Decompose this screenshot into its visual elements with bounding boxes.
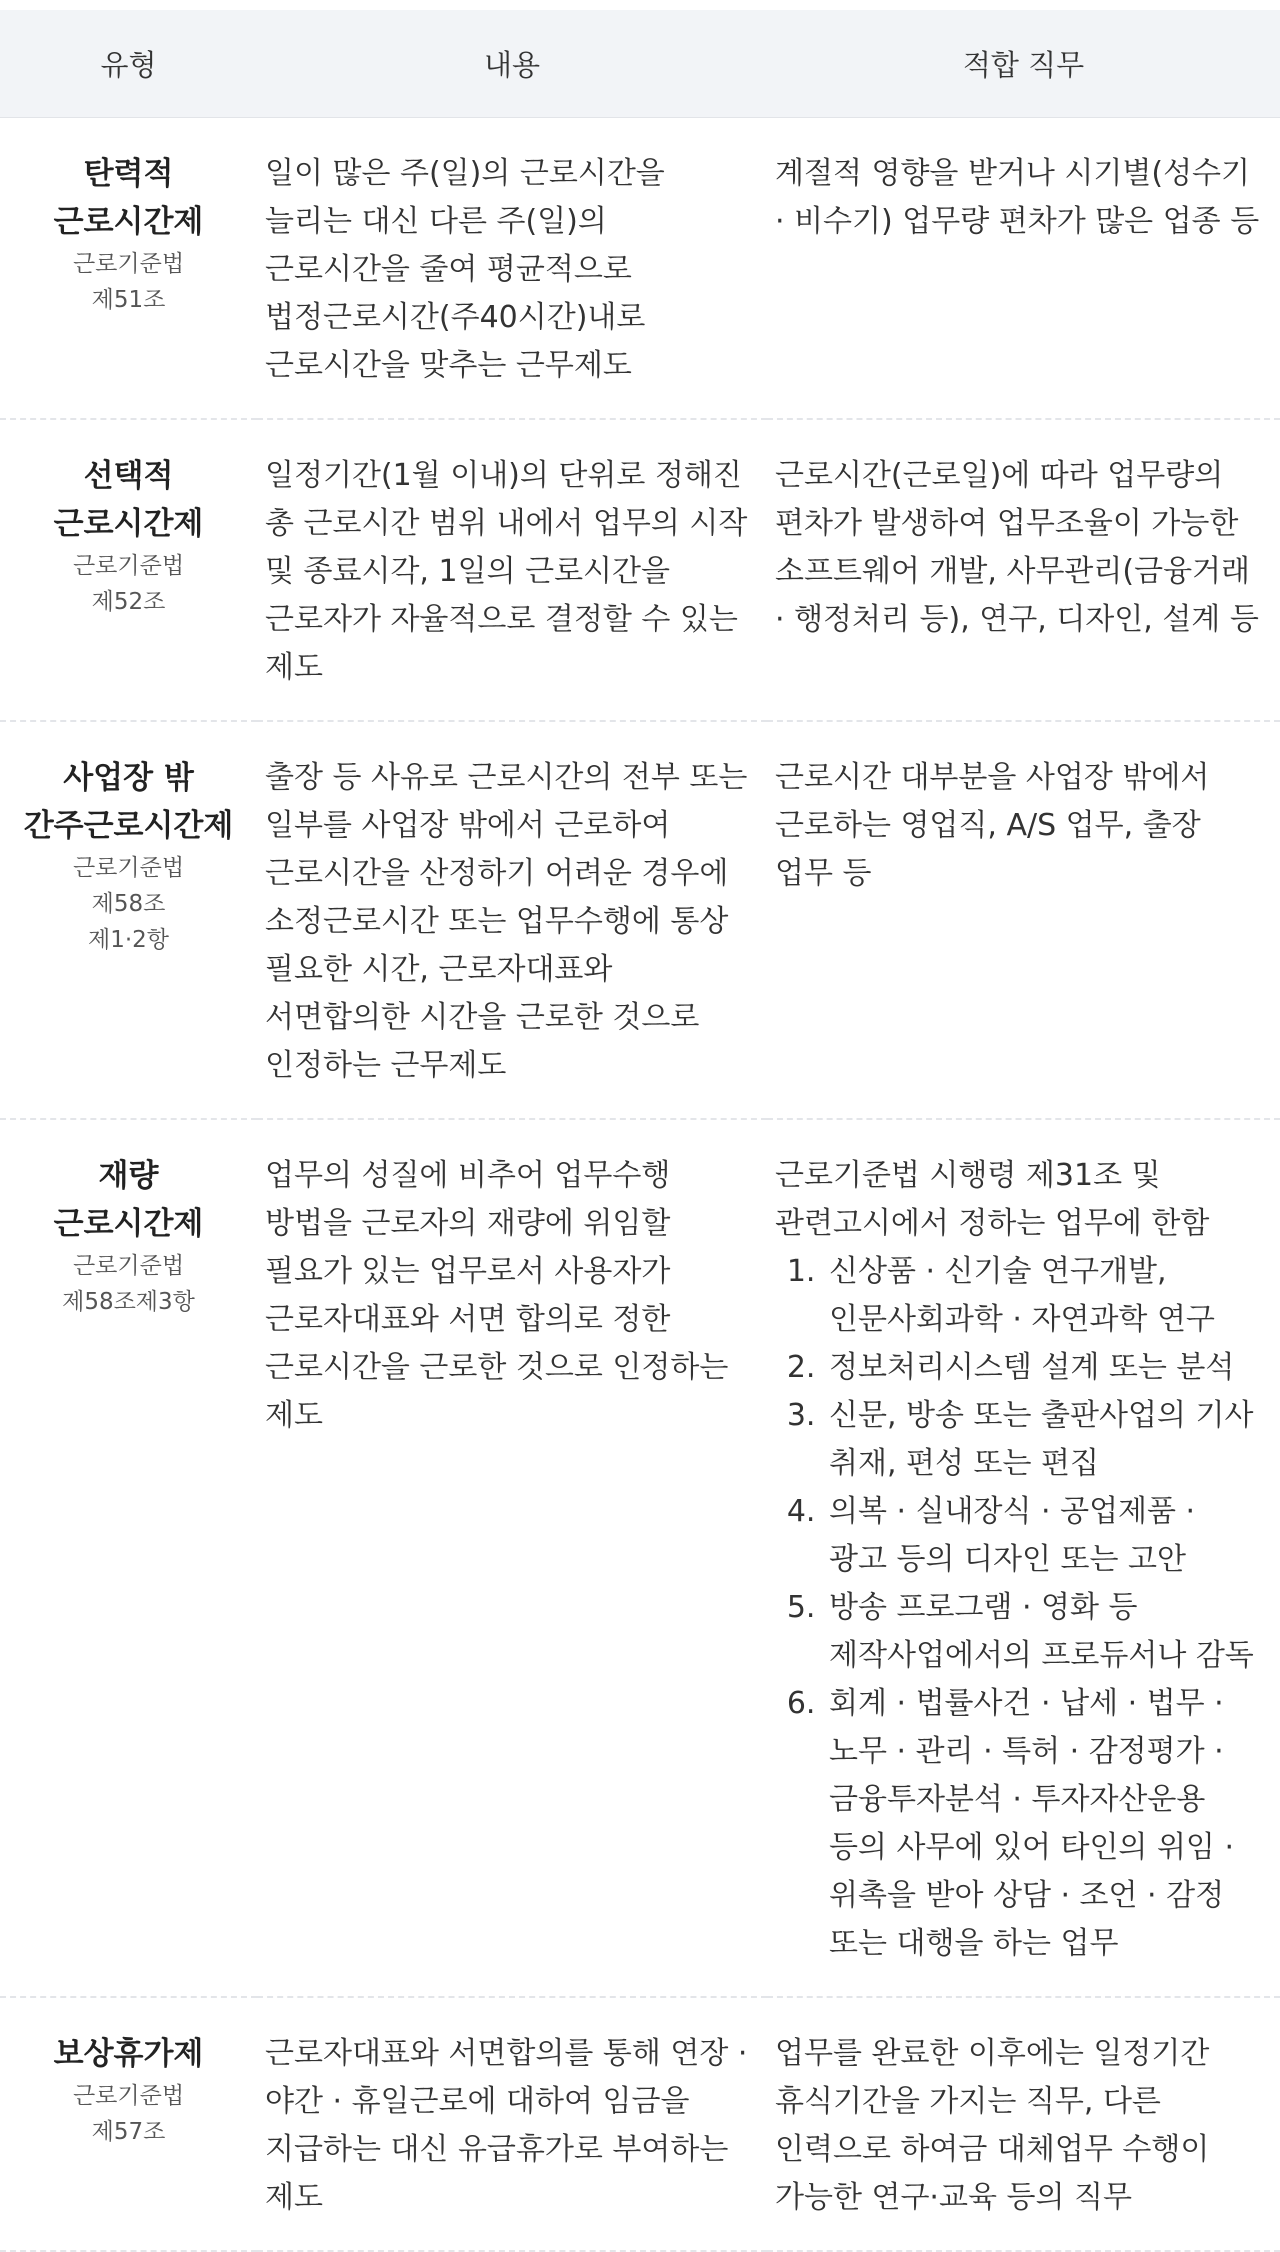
- law-reference: 근로기준법: [72, 1253, 185, 1279]
- list-item: 1. 신상품 · 신기술 연구개발, 인문사회과학 · 자연과학 연구: [825, 1248, 1262, 1344]
- jobs-cell: [767, 1119, 1280, 1997]
- law-reference: 근로기준법: [72, 251, 185, 277]
- type-name: 재량: [98, 1158, 159, 1194]
- law-reference: 근로기준법: [72, 553, 185, 579]
- law-reference: 근로기준법: [72, 2083, 185, 2109]
- table-header: [0, 10, 1280, 118]
- content-cell: 업무의 성질에 비추어 업무수행 방법을 근로자의 재량에 위임할 필요가 있는 업무로서 사용자가 근로자대표와 서면 합의로 정한 근로시간을 근로한 것으로 인정하는 제도: [257, 1119, 767, 1997]
- type-name: 근로시간제: [53, 204, 204, 240]
- content-cell: 출장 등 사유로 근로시간의 전부 또는 일부를 사업장 밖에서 근로하여 근로시간을 산정하기 어려운 경우에 소정근로시간 또는 업무수행에 통상 필요한 시간, 근로자대표와 서면합의한 시간을 근로한 것으로 인정하는 근무제도: [257, 721, 767, 1119]
- type-name: 보상휴가제: [53, 2036, 204, 2072]
- table-row: [0, 1119, 1280, 1997]
- content-cell: 일정기간(1월 이내)의 단위로 정해진 총 근로시간 범위 내에서 업무의 시작 및 종료시각, 1일의 근로시간을 근로자가 자율적으로 결정할 수 있는 제도: [257, 419, 767, 721]
- type-cell: [0, 419, 257, 721]
- law-reference: 제51조: [91, 287, 166, 313]
- type-name: 간주근로시간제: [23, 808, 234, 844]
- law-reference: 제58조: [91, 891, 166, 917]
- law-reference: 제57조: [91, 2119, 166, 2145]
- law-reference: 제52조: [91, 589, 166, 615]
- jobs-cell: 근로시간 대부분을 사업장 밖에서 근로하는 영업직, A/S 업무, 출장 업무 등: [767, 721, 1280, 1119]
- type-name: 탄력적: [83, 156, 174, 192]
- table-row: [0, 419, 1280, 721]
- list-item: 3. 신문, 방송 또는 출판사업의 기사 취재, 편성 또는 편집: [825, 1392, 1262, 1488]
- jobs-cell: 업무를 완료한 이후에는 일정기간 휴식기간을 가지는 직무, 다른 인력으로 하여금 대체업무 수행이 가능한 연구·교육 등의 직무: [767, 1997, 1280, 2251]
- list-item: 5. 방송 프로그램 · 영화 등 제작사업에서의 프로듀서나 감독: [825, 1584, 1262, 1680]
- law-reference: 근로기준법: [72, 855, 185, 881]
- type-name: 사업장 밖: [63, 760, 194, 796]
- header-content: 내용: [257, 10, 767, 118]
- work-hours-table-container: [0, 10, 1280, 2252]
- list-item: 6. 회계 · 법률사건 · 납세 · 법무 · 노무 · 관리 · 특허 · 감정평가 · 금융투자분석 · 투자자산운용 등의 사무에 있어 타인의 위임 · 위촉을 받아 상담 · 조언 · 감정 또는 대행을 하는 업무: [825, 1680, 1262, 1968]
- jobs-cell: 근로시간(근로일)에 따라 업무량의 편차가 발생하여 업무조율이 가능한 소프트웨어 개발, 사무관리(금융거래 · 행정처리 등), 연구, 디자인, 설계 등: [767, 419, 1280, 721]
- type-name: 근로시간제: [53, 1206, 204, 1242]
- type-cell: [0, 721, 257, 1119]
- header-type: 유형: [0, 10, 257, 118]
- table-row: [0, 118, 1280, 420]
- content-cell: 근로자대표와 서면합의를 통해 연장 · 야간 · 휴일근로에 대하여 임금을 지급하는 대신 유급휴가로 부여하는 제도: [257, 1997, 767, 2251]
- type-cell: [0, 1119, 257, 1997]
- list-item: 2. 정보처리시스템 설계 또는 분석: [825, 1344, 1262, 1392]
- jobs-intro: 근로기준법 시행령 제31조 및 관련고시에서 정하는 업무에 한함: [775, 1158, 1210, 1241]
- type-name: 선택적: [83, 458, 174, 494]
- type-cell: [0, 1997, 257, 2251]
- table-row: [0, 721, 1280, 1119]
- jobs-list: [775, 1248, 1262, 1968]
- jobs-cell: 계절적 영향을 받거나 시기별(성수기 · 비수기) 업무량 편차가 많은 업종 등: [767, 118, 1280, 420]
- table-row: [0, 1997, 1280, 2251]
- law-reference: 제1·2항: [87, 927, 169, 953]
- list-item: 4. 의복 · 실내장식 · 공업제품 · 광고 등의 디자인 또는 고안: [825, 1488, 1262, 1584]
- work-hours-table: [0, 10, 1280, 2252]
- type-cell: [0, 118, 257, 420]
- law-reference: 제58조제3항: [62, 1289, 195, 1315]
- type-name: 근로시간제: [53, 506, 204, 542]
- header-jobs: 적합 직무: [767, 10, 1280, 118]
- content-cell: 일이 많은 주(일)의 근로시간을 늘리는 대신 다른 주(일)의 근로시간을 줄여 평균적으로 법정근로시간(주40시간)내로 근로시간을 맞추는 근무제도: [257, 118, 767, 420]
